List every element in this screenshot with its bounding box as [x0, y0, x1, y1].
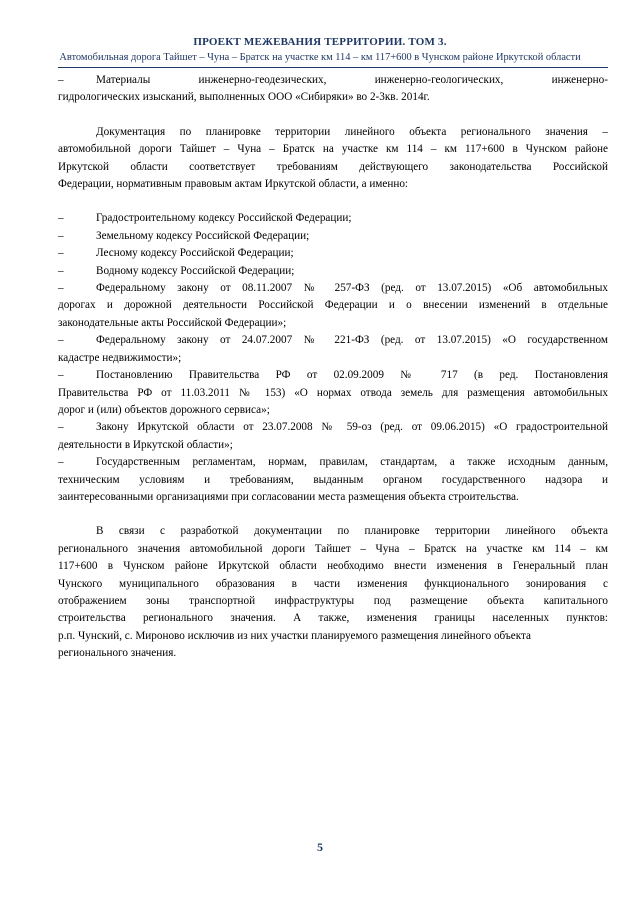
list-item-line: Правительства РФ от 11.03.2011 № 153) «О нормах отвода земель для размещения автомобильных: [58, 386, 608, 399]
list-dash: –: [58, 264, 64, 277]
list-item-line: Федеральному закону от 24.07.2007 № 221-ФЗ (ред. от 13.07.2015) «О государственном: [96, 334, 608, 347]
header-subtitle: Автомобильная дорога Тайшет – Чуна – Братск на участке км 114 – км 117+600 в Чунском районе Иркутской области: [59, 52, 581, 63]
list-item: [58, 454, 608, 506]
paragraph-line: 117+600 в Чунском районе Иркутской области необходимо внести изменения в Генеральный план: [58, 560, 608, 573]
list-item-line: гидрологических изысканий, выполненных ООО «Сибиряки» во 2-3кв. 2014г.: [58, 91, 430, 104]
paragraph-line: Иркутской области соответствует требованиям действующего законодательства Российской: [58, 160, 608, 173]
legal-acts-list: [58, 210, 608, 506]
header-title: ПРОЕКТ МЕЖЕВАНИЯ ТЕРРИТОРИИ. ТОМ 3.: [193, 36, 447, 48]
list-item: [58, 228, 608, 245]
paragraph-compliance: [58, 124, 608, 194]
document-body: [58, 72, 608, 663]
list-dash: –: [58, 334, 64, 347]
paragraph-general-plan: [58, 523, 608, 662]
spacer: [58, 506, 608, 523]
list-item-line: дорог и (или) объектов дорожного сервиса»;: [58, 403, 270, 416]
page-number: 5: [317, 840, 323, 854]
list-item-line: Федеральному закону от 08.11.2007 № 257-ФЗ (ред. от 13.07.2015) «Об автомобильных: [96, 282, 608, 295]
list-item-line: Лесному кодексу Российской Федерации;: [96, 247, 294, 260]
list-item-line: Постановлению Правительства РФ от 02.09.2009 № 717 (в ред. Постановления: [96, 369, 608, 382]
paragraph-line: р.п. Чунский, с. Мироново исключив из них участки планируемого размещения линейного объекта: [58, 629, 532, 642]
paragraph-line: регионального значения.: [58, 647, 177, 660]
paragraph-line: В связи с разработкой документации по планировке территории линейного объекта: [96, 525, 608, 538]
list-item-line: техническим условиям и требованиям, выданным органом государственного надзора и: [58, 473, 608, 486]
list-dash: –: [58, 369, 64, 382]
list-dash: –: [58, 421, 64, 434]
list-item-line: Земельному кодексу Российской Федерации;: [96, 229, 310, 242]
spacer: [58, 107, 608, 124]
list-dash: –: [58, 456, 64, 469]
list-item-line: кадастре недвижимости»;: [58, 351, 182, 364]
list-item: [58, 245, 608, 262]
list-item: [58, 367, 608, 419]
list-item-line: заинтересованными организациями при согласовании места размещения объекта строительства.: [58, 490, 519, 503]
list-dash: –: [58, 74, 64, 86]
list-item-line: Государственным регламентам, нормам, правилам, стандартам, а также исходным данным,: [96, 456, 608, 469]
spacer: [58, 193, 608, 210]
paragraph-line: регионального значения автомобильной дороги Тайшет – Чуна – Братск на участке км 114 – км: [58, 542, 608, 555]
list-item-line: Материалы инженерно-геодезических, инженерно-геологических, инженерно-: [96, 74, 608, 86]
list-item-line: Водному кодексу Российской Федерации;: [96, 264, 295, 277]
list-item: [58, 332, 608, 367]
list-item: [58, 280, 608, 332]
paragraph-line: отображением зоны транспортной инфраструктуры под размещение объекта капитального: [58, 594, 608, 607]
list-item-line: дорогах и дорожной деятельности Российской Федерации и о внесении изменений в отдельные: [58, 299, 608, 312]
paragraph-line: автомобильной дороги Тайшет – Чуна – Братск на участке км 114 – км 117+600 в Чунском районе: [58, 143, 608, 156]
list-item-line: Градостроительному кодексу Российской Федерации;: [96, 212, 352, 225]
paragraph-line: Документация по планировке территории линейного объекта регионального значения –: [96, 125, 608, 138]
list-item-surveys: [58, 72, 608, 89]
list-dash: –: [58, 282, 64, 295]
paragraph-line: строительства регионального значения. А также, изменения границы населенных пунктов:: [58, 612, 608, 625]
list-dash: –: [58, 212, 64, 225]
paragraph-line: Федерации, нормативным правовым актам Иркутской области, а именно:: [58, 178, 409, 191]
list-item-line: деятельности в Иркутской области»;: [58, 438, 233, 451]
list-dash: –: [58, 247, 64, 260]
list-item-line: Закону Иркутской области от 23.07.2008 № 59-оз (ред. от 09.06.2015) «О градостроительной: [96, 421, 608, 434]
header-divider: [58, 67, 608, 68]
paragraph-line: Чунского муниципального образования в части изменения функционального зонирования с: [58, 577, 608, 590]
list-dash: –: [58, 229, 64, 242]
list-item: [58, 210, 608, 227]
list-item: [58, 419, 608, 454]
list-item-line: законодательные акты Российской Федерации»;: [58, 316, 287, 329]
list-item: [58, 263, 608, 280]
